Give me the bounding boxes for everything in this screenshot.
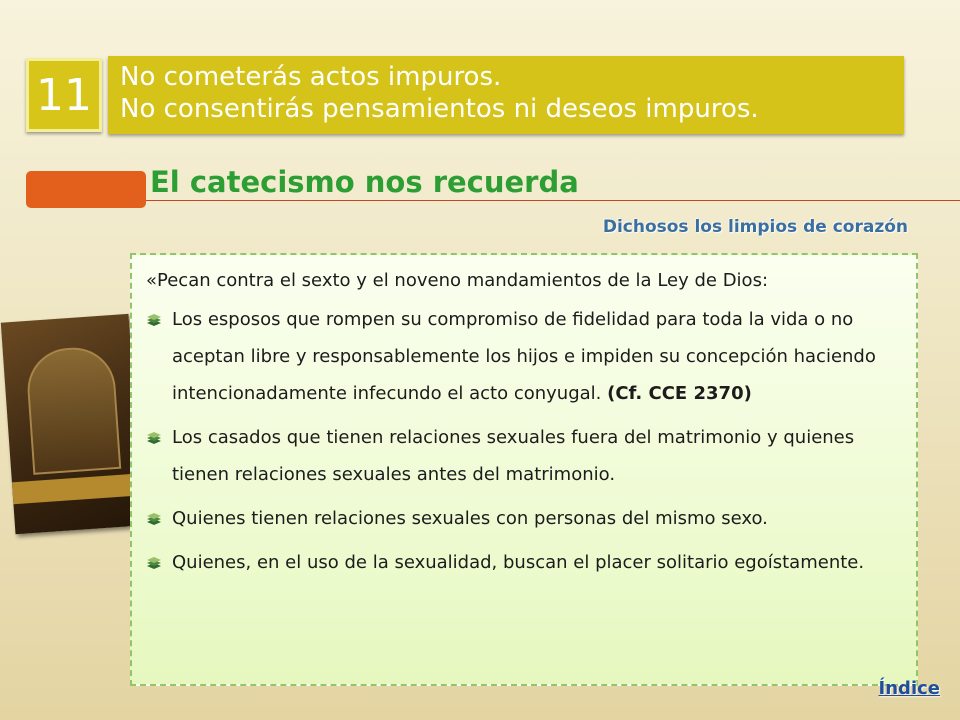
list-item-text: Quienes, en el uso de la sexualidad, buscan el placer solitario egoístamente. xyxy=(172,552,865,573)
catechism-book-image xyxy=(1,314,143,534)
commandment-title-line-1: No cometerás actos impuros. xyxy=(120,62,502,92)
index-link[interactable]: Índice xyxy=(878,678,940,699)
commandment-title-box xyxy=(108,56,904,134)
stacked-bullet-icon xyxy=(146,431,162,445)
content-intro: «Pecan contra el sexto y el noveno mandamientos de la Ley de Dios: xyxy=(146,270,769,291)
stacked-bullet-icon xyxy=(146,313,162,327)
catechism-reference: (Cf. CCE 2370) xyxy=(607,383,752,404)
list-item xyxy=(146,500,900,537)
stacked-bullet-icon xyxy=(146,512,162,526)
section-heading: El catecismo nos recuerda xyxy=(150,165,579,199)
stacked-bullet-icon xyxy=(146,556,162,570)
list-item-text: Quienes tienen relaciones sexuales con personas del mismo sexo. xyxy=(172,508,768,529)
commandment-number: 11 xyxy=(36,69,92,121)
commandment-title-line-2: No consentirás pensamientos ni deseos impuros. xyxy=(120,94,759,124)
section-accent-tab xyxy=(26,171,146,208)
book-cover-arch xyxy=(25,345,121,475)
list-item-text: Los esposos que rompen su compromiso de fidelidad para toda la vida o no aceptan libre y responsablemente los hijos e impiden su concepción haciendo intencionadamente infecundo el acto conyugal. xyxy=(172,309,876,404)
list-item xyxy=(146,301,900,412)
list-item-text: Los casados que tienen relaciones sexuales fuera del matrimonio y quienes tienen relaciones sexuales antes del matrimonio. xyxy=(172,427,855,485)
catechism-content-box xyxy=(130,253,918,686)
section-subheading: Dichosos los limpios de corazón xyxy=(602,217,908,237)
commandment-number-box xyxy=(26,58,102,132)
list-item xyxy=(146,544,900,581)
sin-list xyxy=(146,301,900,581)
book-cover-band xyxy=(12,473,141,504)
heading-divider xyxy=(146,200,960,201)
list-item xyxy=(146,419,900,493)
